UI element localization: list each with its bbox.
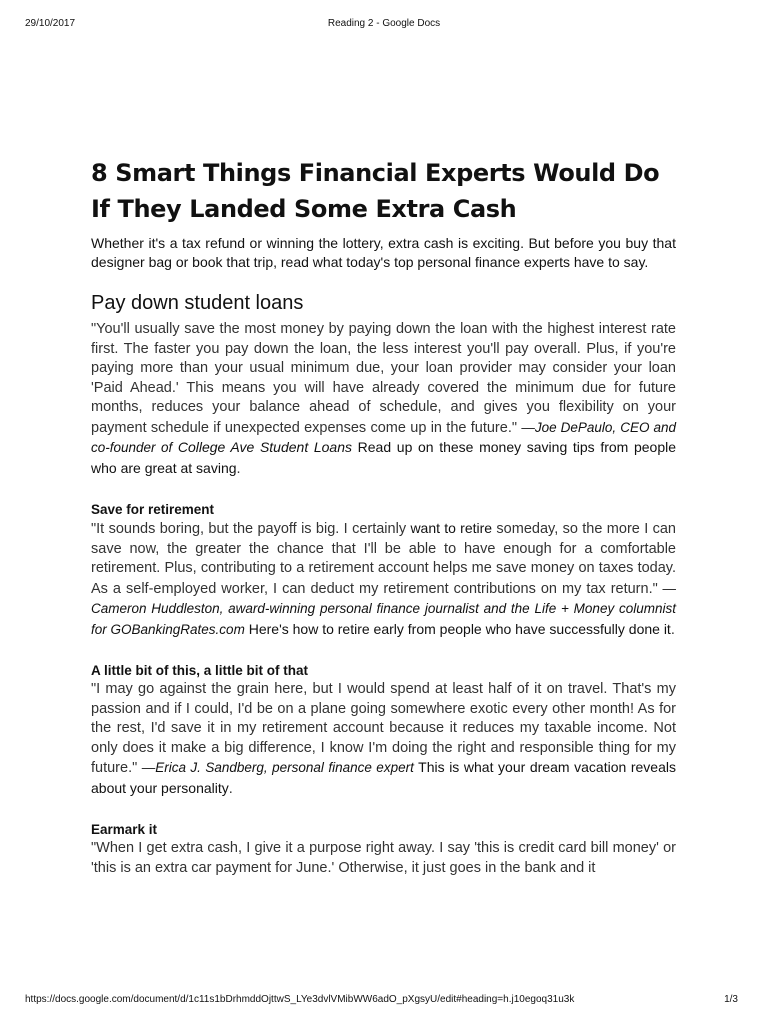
quote-text: "You'll usually save the most money by paying down the loan with the highest interest rate first. The faster you pay down the loan, the less interest you'll pay overall. Plus, if you're paying more than your usual minimum due, your loan provider may consider your loan 'Paid Ahead.' This means you will have already covered the minimum due for future months, reduces your balance ahead of schedule, and gives you flexibility on your payment schedule if unexpected expenses come up in the future." [91,321,676,436]
section-body-retirement [91,519,676,640]
period: . [228,780,233,797]
article-intro: Whether it's a tax refund or winning the lottery, extra cash is exciting. But before you buy that designer bag or book that trip, read what today's top personal finance experts have to say. [91,235,676,270]
print-url: https://docs.google.com/document/d/1c11s1bDrhmddOjttwS_LYe3dvlVMibWW6adO_pXgsyU/edit#heading=h.j10egoq31u3k [25,994,575,1005]
quote-text: "I may go against the grain here, but I would spend at least half of it on travel. That's my passion and if I could, I'd be on a plane going somewhere exotic every other month! As for the rest, I'd save it in my retirement account because it reduces my taxable income. Not only does it make a big difference, I know I'm doing the right and responsible thing for my future." [91,681,676,776]
attribution-text: —Erica J. Sandberg, personal finance expert [137,760,414,775]
section-heading-earmark: Earmark it [91,822,158,837]
print-date: 29/10/2017 [25,18,76,29]
after-text: Here's [244,620,293,637]
dream-vacation-link[interactable]: what your dream vacation reveals about your personality [91,759,676,796]
attribution-text: —Cameron Huddleston, award-winning personal finance journalist and the Life + Money columnist for GOBankingRates.com [91,580,676,637]
want-to-retire-link[interactable]: want to retire [410,520,493,536]
attribution-text: —Joe DePaulo, CEO and co-founder of [91,419,676,455]
after-text: This is [413,759,464,775]
section-body-earmark: "When I get extra cash, I give it a purpose right away. I say 'this is credit card bill money' or 'this is an extra car payment for June.' Otherwise, it just goes in the bank and it [91,840,676,876]
document-body [91,155,676,878]
section-heading-travel: A little bit of this, a little bit of that [91,663,308,678]
period: . [670,621,675,638]
article-title: 8 Smart Things Financial Experts Would Do If They Landed Some Extra Cash [91,159,660,223]
period: . [236,460,241,477]
retire-early-link[interactable]: how to retire early from people who have successfully done it [292,620,671,637]
money-saving-tips-link[interactable]: money saving tips from people who are great at saving [91,439,677,476]
print-doc-title: Reading 2 - Google Docs [327,18,441,29]
section-body-student-loans [91,320,676,479]
quote-text: "It sounds boring, but the payoff is big. I certainly [91,521,411,537]
quote-text-rest: someday, so the more I can save now, the greater the chance that I'll be able to have enough for a comfortable retirement. Plus, contributing to a retirement account helps me save money on taxes today. As a self-employed worker, I can deduct my retirement contributions on my tax return." [91,521,676,597]
page-number: 1/3 [724,994,738,1005]
after-text: Read up on these [352,439,480,455]
section-body-travel [91,680,676,799]
section-heading-student-loans: Pay down student loans [91,292,304,314]
college-ave-link[interactable]: College Ave Student Loans [177,439,353,455]
section-heading-retirement: Save for retirement [91,502,215,517]
